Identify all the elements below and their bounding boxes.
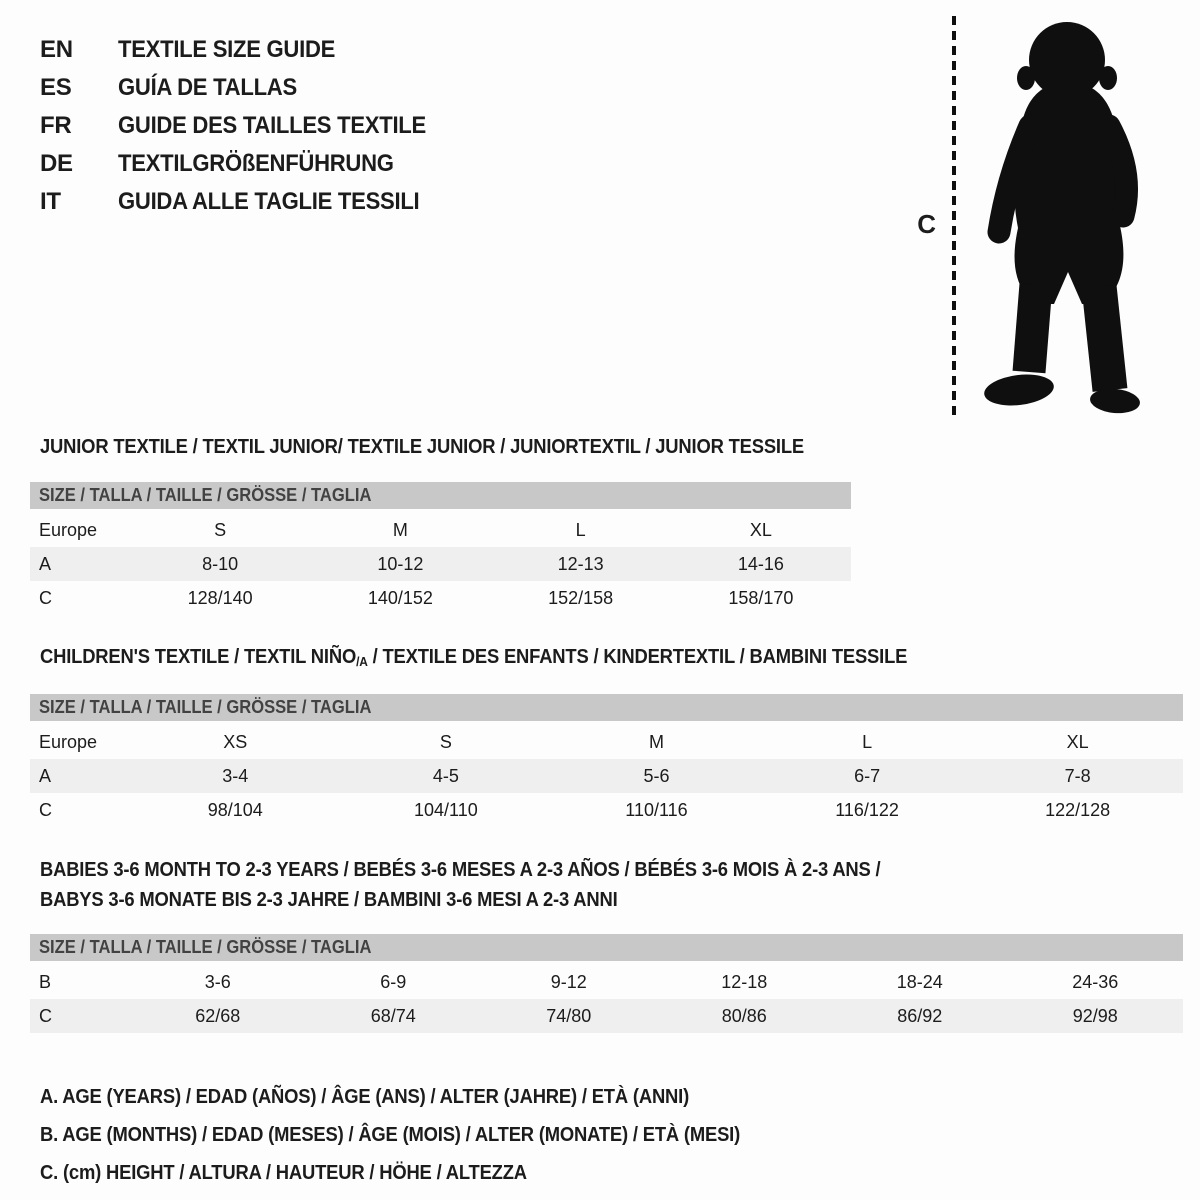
heading-part: CHILDREN'S TEXTILE / TEXTIL NIÑO — [40, 646, 357, 668]
legend-notes — [40, 1078, 1200, 1192]
table-cell: 3-4 — [222, 766, 249, 786]
heading-line-1: BABIES 3-6 MONTH TO 2-3 YEARS / BEBÉS 3-6 MESES A 2-3 AÑOS / BÉBÉS 3-6 MOIS À 2-3 ANS / — [40, 859, 881, 881]
table-cell: 68/74 — [370, 1006, 416, 1026]
table-cell: 110/116 — [625, 800, 688, 820]
table-row — [30, 793, 1183, 827]
language-code: FR — [40, 112, 72, 139]
height-measure-dashed-line — [952, 16, 956, 416]
table-row — [30, 759, 1183, 793]
table-cell: L — [575, 520, 586, 540]
size-table-junior — [30, 482, 851, 615]
table-cell: 4-5 — [432, 766, 459, 786]
toddler-silhouette-icon — [978, 16, 1148, 416]
section-childrens-textile — [30, 645, 1200, 827]
section-heading-text — [40, 645, 907, 671]
language-title: GUÍA DE TALLAS — [118, 74, 297, 101]
row-label: B — [39, 972, 52, 992]
legend-note-c — [40, 1154, 1200, 1192]
size-table-children — [30, 694, 1183, 827]
table-row — [30, 999, 1183, 1033]
language-code: ES — [40, 74, 72, 101]
table-cell: L — [862, 732, 873, 752]
row-label: Europe — [39, 520, 98, 540]
table-row — [30, 513, 851, 547]
section-heading — [40, 855, 1200, 915]
table-cell: 14-16 — [737, 554, 784, 574]
section-babies-textile — [30, 855, 1200, 1033]
table-cell: 74/80 — [546, 1006, 592, 1026]
table-cell: 80/86 — [721, 1006, 767, 1026]
language-title: TEXTILGRÖßENFÜHRUNG — [118, 150, 394, 177]
table-cell: XL — [1066, 732, 1089, 752]
legend-note-text: C. (cm) HEIGHT / ALTURA / HAUTEUR / HÖHE / ALTEZZA — [40, 1162, 527, 1184]
table-cell: 62/68 — [195, 1006, 241, 1026]
section-heading-text: JUNIOR TEXTILE / TEXTIL JUNIOR/ TEXTILE JUNIOR / JUNIORTEXTIL / JUNIOR TESSILE — [40, 436, 805, 458]
row-label: C — [39, 588, 52, 608]
row-label: C — [39, 800, 52, 820]
table-cell: 86/92 — [897, 1006, 943, 1026]
table-cell: 7-8 — [1064, 766, 1091, 786]
table-cell: 152/158 — [548, 588, 614, 608]
table-cell: 12-13 — [557, 554, 604, 574]
section-heading — [40, 435, 1200, 459]
table-cell: XS — [223, 732, 248, 752]
table-cell: 18-24 — [896, 972, 943, 992]
table-cell: 140/152 — [367, 588, 433, 608]
row-label: C — [39, 1006, 52, 1026]
legend-note-b — [40, 1116, 1200, 1154]
table-cell: 12-18 — [721, 972, 768, 992]
table-cell: 122/128 — [1045, 800, 1111, 820]
table-cell: 9-12 — [550, 972, 587, 992]
language-title: GUIDE DES TAILLES TEXTILE — [118, 112, 426, 139]
heading-sub-part: /A — [356, 654, 368, 669]
table-cell: S — [439, 732, 452, 752]
table-cell: 116/122 — [835, 800, 899, 820]
table-cell: 158/170 — [728, 588, 794, 608]
table-cell: 98/104 — [207, 800, 263, 820]
table-header: SIZE / TALLA / TAILLE / GRÖSSE / TAGLIA — [30, 482, 851, 509]
height-measure-figure — [917, 16, 1148, 416]
row-label: Europe — [39, 732, 98, 752]
table-cell: 3-6 — [204, 972, 231, 992]
table-row — [30, 547, 851, 581]
legend-note-text: B. AGE (MONTHS) / EDAD (MESES) / ÂGE (MOIS) / ALTER (MONATE) / ETÀ (MESI) — [40, 1124, 741, 1146]
table-cell: 6-9 — [380, 972, 407, 992]
table-cell: 6-7 — [854, 766, 881, 786]
table-cell: S — [214, 520, 227, 540]
legend-note-text: A. AGE (YEARS) / EDAD (AÑOS) / ÂGE (ANS) / ALTER (JAHRE) / ETÀ (ANNI) — [40, 1086, 690, 1108]
height-measure-label: C — [917, 208, 936, 239]
row-label: A — [39, 554, 52, 574]
table-header: SIZE / TALLA / TAILLE / GRÖSSE / TAGLIA — [30, 934, 1183, 961]
heading-line-2: BABYS 3-6 MONATE BIS 2-3 JAHRE / BAMBINI 3-6 MESI A 2-3 ANNI — [40, 889, 618, 911]
table-cell: M — [392, 520, 408, 540]
table-cell: 104/110 — [414, 800, 478, 820]
table-header: SIZE / TALLA / TAILLE / GRÖSSE / TAGLIA — [30, 694, 1183, 721]
section-junior-textile — [30, 435, 1200, 615]
heading-part: / TEXTILE DES ENFANTS / KINDERTEXTIL / BAMBINI TESSILE — [367, 646, 908, 668]
legend-note-a — [40, 1078, 1200, 1116]
table-cell: 24-36 — [1072, 972, 1119, 992]
table-cell: XL — [749, 520, 772, 540]
language-code: EN — [40, 36, 73, 63]
row-label: A — [39, 766, 52, 786]
table-cell: 8-10 — [202, 554, 239, 574]
table-cell: 5-6 — [643, 766, 670, 786]
section-heading — [40, 645, 1200, 671]
table-row — [30, 725, 1183, 759]
size-table-babies — [30, 934, 1183, 1033]
table-cell: 128/140 — [187, 588, 253, 608]
table-cell: 10-12 — [377, 554, 424, 574]
table-row — [30, 581, 851, 615]
language-code: IT — [40, 188, 61, 215]
language-title: TEXTILE SIZE GUIDE — [118, 36, 336, 63]
language-code: DE — [40, 150, 73, 177]
table-cell: M — [648, 732, 664, 752]
language-title: GUIDA ALLE TAGLIE TESSILI — [118, 188, 420, 215]
table-cell: 92/98 — [1072, 1006, 1118, 1026]
table-row — [30, 965, 1183, 999]
